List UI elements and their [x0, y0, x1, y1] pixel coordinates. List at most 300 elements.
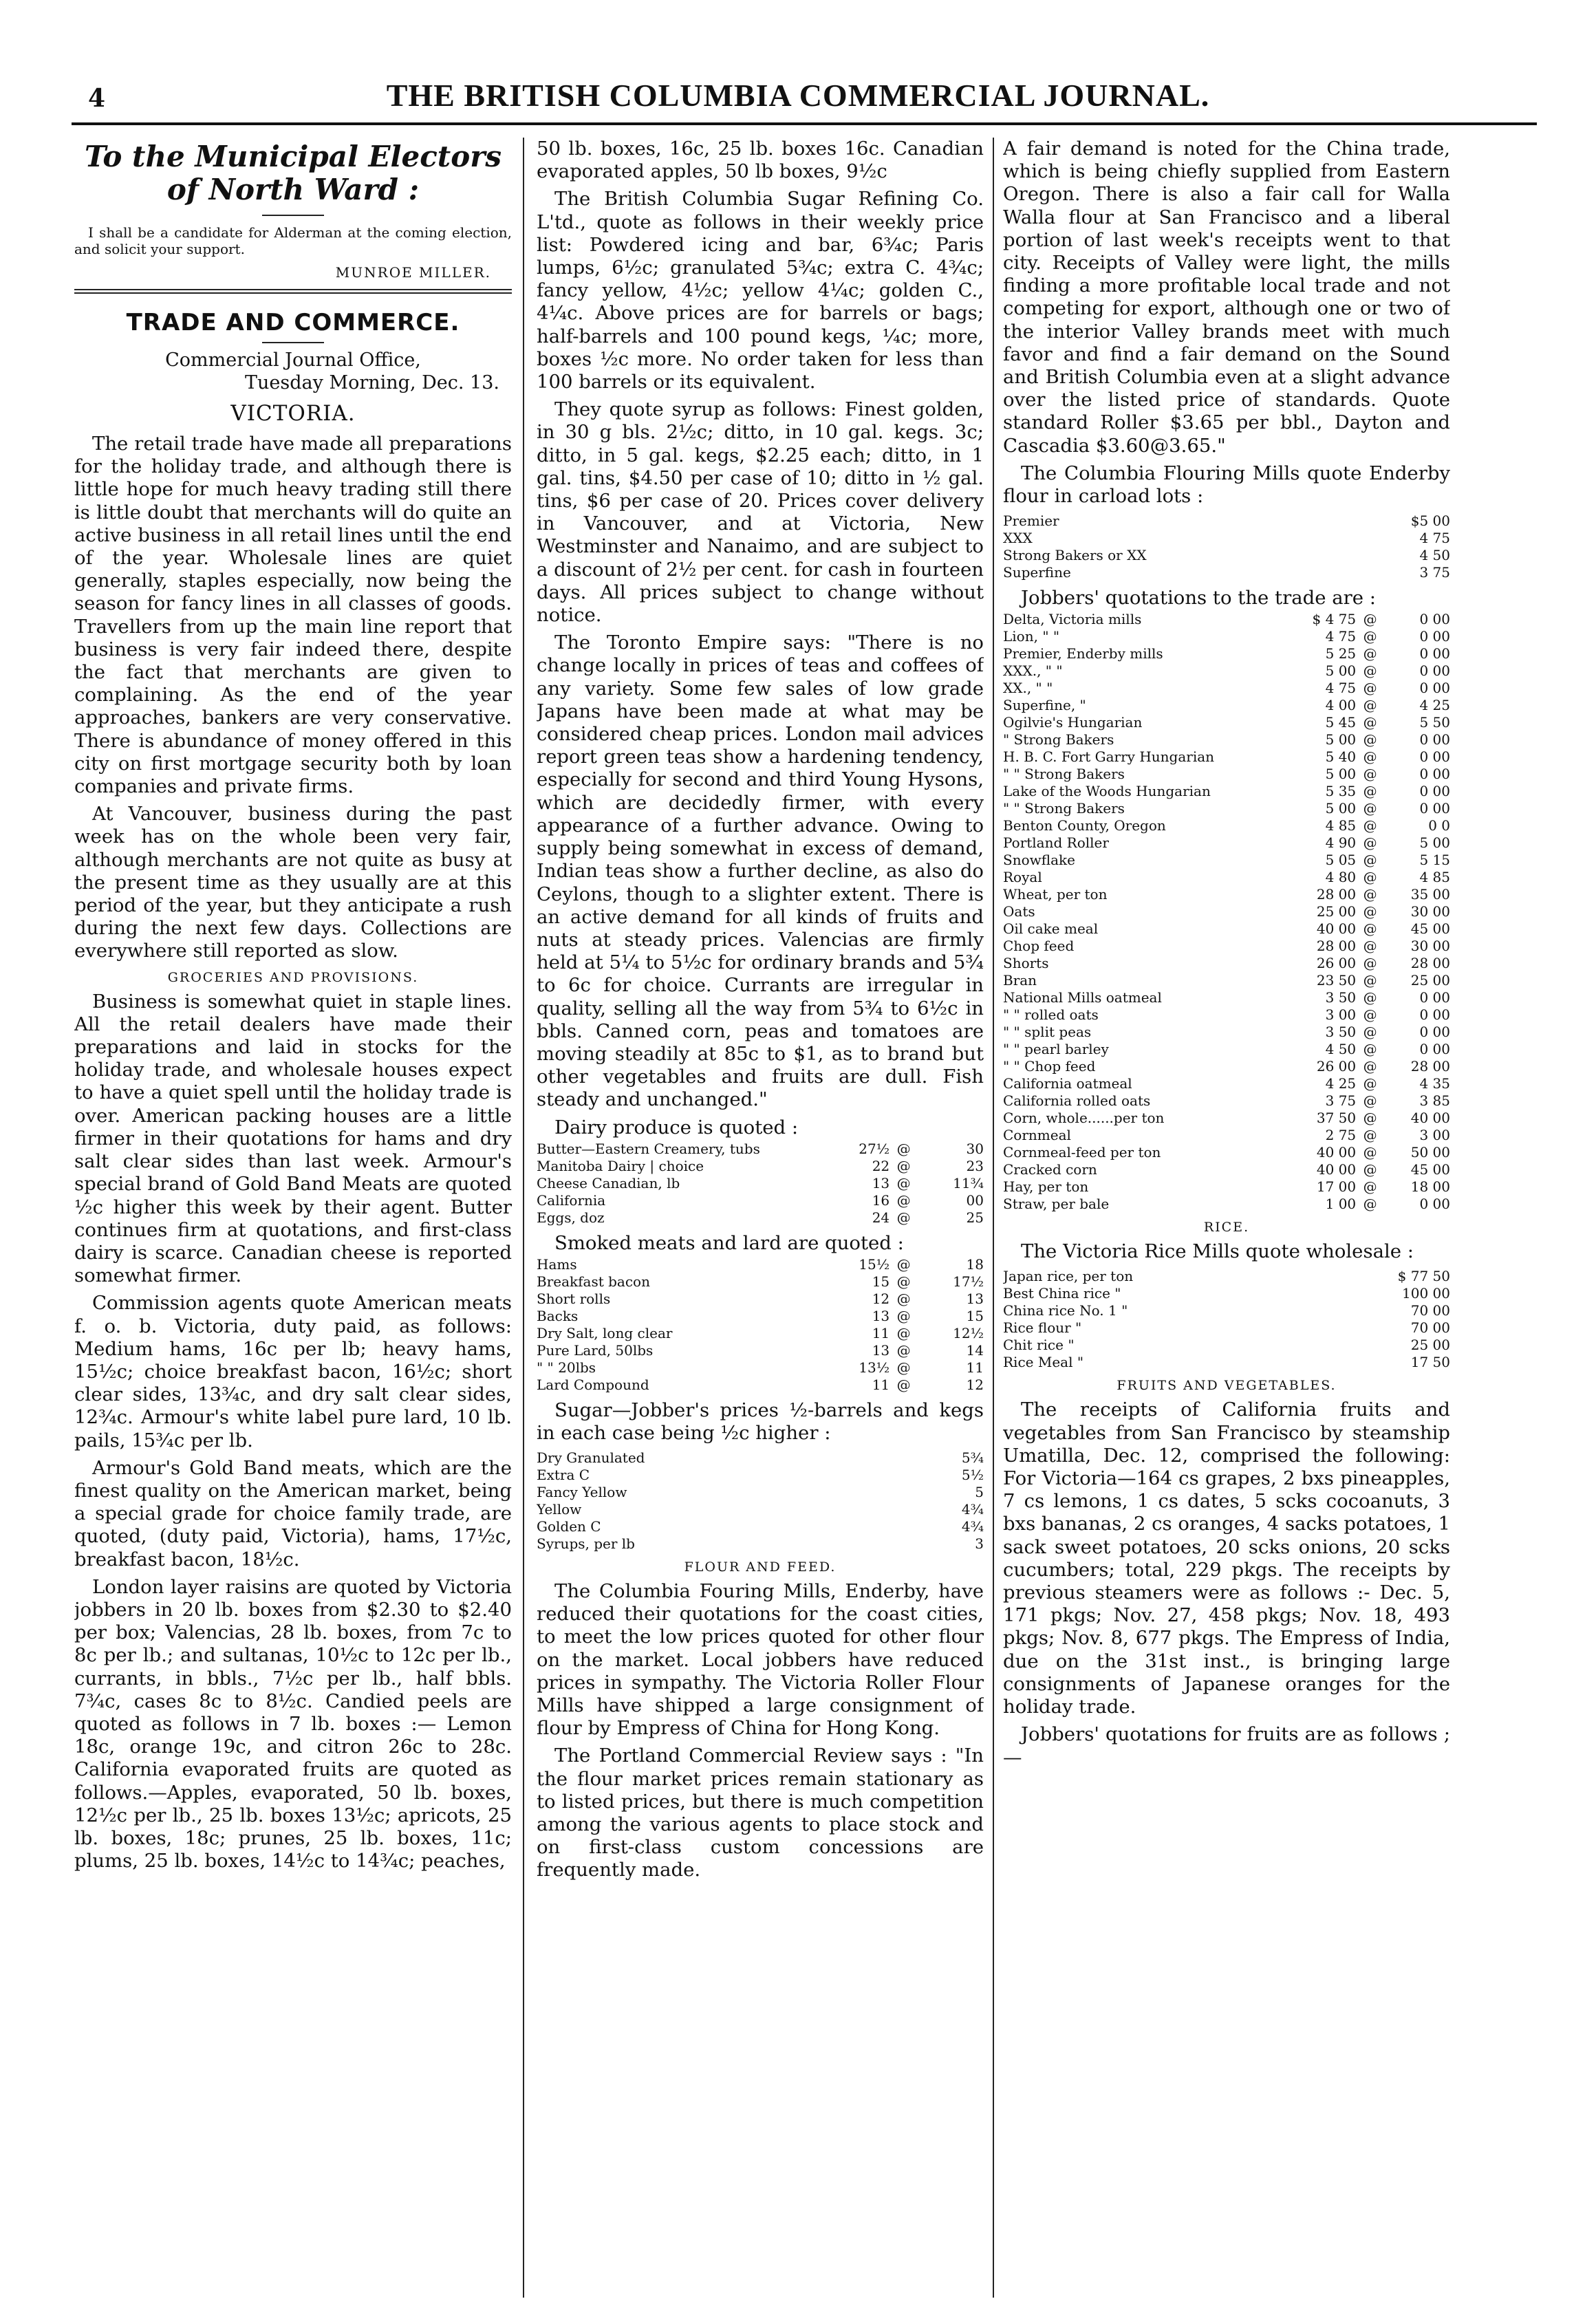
at-sign: @: [896, 1255, 911, 1273]
price-row: [1003, 1075, 1450, 1092]
item-name: Snowflake: [1003, 852, 1075, 869]
price-low: 12: [872, 1290, 890, 1307]
price-row: [537, 1325, 984, 1342]
price-low: 11: [872, 1324, 890, 1341]
price-low: 26 00: [1316, 1058, 1357, 1075]
price-high: 0 00: [1419, 1041, 1450, 1058]
price-high: 30 00: [1410, 903, 1450, 920]
price: 4¾: [961, 1500, 984, 1518]
price-high: 18 00: [1410, 1178, 1450, 1196]
at-sign: @: [1363, 783, 1377, 800]
item-name: " " 20lbs: [537, 1359, 596, 1376]
price-high: 25: [966, 1209, 984, 1226]
price-row: [1003, 645, 1450, 662]
price-row: [1003, 886, 1450, 903]
paragraph: Armour's Gold Band meats, which are the finest quality on the American market, being a special grade for choice family trade, are quoted, (duty paid, Victoria), hams, 17½c, breakfast bacon, 18½c.: [74, 1456, 512, 1570]
page-number: 4: [88, 84, 106, 113]
item-name: Strong Bakers or XX: [1003, 547, 1147, 564]
item-name: Ogilvie's Hungarian: [1003, 714, 1143, 731]
at-sign: @: [1363, 697, 1377, 714]
item-name: California: [537, 1191, 606, 1209]
smoked-lead: Smoked meats and lard are quoted :: [554, 1231, 904, 1254]
price-row: [537, 1342, 984, 1359]
item-name: Premier, Enderby mills: [1003, 645, 1163, 662]
price-low: 5 40: [1325, 748, 1357, 766]
item-name: Cracked corn: [1003, 1161, 1097, 1178]
price-low: 13: [872, 1341, 890, 1359]
price-row: [1003, 1144, 1450, 1161]
item-name: Short rolls: [537, 1290, 611, 1307]
item-name: California rolled oats: [1003, 1092, 1151, 1110]
price-row: [1003, 547, 1450, 564]
journal-title: THE BRITISH COLUMBIA COMMERCIAL JOURNAL.: [386, 78, 1210, 113]
price-low: 24: [872, 1209, 890, 1226]
item-name: Best China rice ": [1003, 1285, 1121, 1302]
price-low: 4 25: [1325, 1075, 1357, 1092]
price-low: 40 00: [1316, 920, 1357, 938]
price: 4 50: [1419, 547, 1450, 564]
price-row: [537, 1308, 984, 1325]
price-row: [537, 1256, 984, 1273]
price-low: 13: [872, 1307, 890, 1324]
price-high: 0 00: [1419, 1024, 1450, 1041]
item-name: Japan rice, per ton: [1003, 1268, 1134, 1285]
item-name: Dry Granulated: [537, 1449, 645, 1466]
column-2: [537, 138, 984, 2298]
price-high: 28 00: [1410, 1058, 1450, 1075]
item-name: " " pearl barley: [1003, 1041, 1109, 1058]
at-sign: @: [1363, 1024, 1377, 1041]
price-row: [1003, 869, 1450, 886]
dateline-date: Tuesday Morning, Dec. 13.: [245, 372, 499, 393]
item-name: Portland Roller: [1003, 834, 1109, 852]
at-sign: @: [1363, 852, 1377, 869]
price-row: [1003, 662, 1450, 680]
price-high: 0 00: [1419, 662, 1450, 680]
price-row: [1003, 1092, 1450, 1110]
price-high: 14: [966, 1341, 984, 1359]
price-row: [1003, 1354, 1450, 1371]
price-low: 4 85: [1325, 817, 1357, 834]
at-sign: @: [1363, 1092, 1377, 1110]
price-row: [1003, 530, 1450, 547]
price: 3: [975, 1535, 984, 1552]
price-row: [537, 1273, 984, 1291]
price-row: [1003, 783, 1450, 800]
price-low: 25 00: [1316, 903, 1357, 920]
price-row: [537, 1158, 984, 1175]
price-high: 0 00: [1419, 766, 1450, 783]
column-divider-1: [523, 138, 524, 2298]
subheading-flour: FLOUR AND FEED.: [684, 1559, 837, 1575]
at-sign: @: [1363, 869, 1377, 886]
price-high: 0 0: [1428, 817, 1450, 834]
price-high: 18: [966, 1255, 984, 1273]
price: 5½: [961, 1466, 984, 1483]
price-low: 4 75: [1325, 628, 1357, 645]
item-name: Corn, whole......per ton: [1003, 1110, 1165, 1127]
dairy-table: [537, 1141, 984, 1227]
at-sign: @: [1363, 748, 1377, 766]
item-name: " " Chop feed: [1003, 1058, 1096, 1075]
price-row: [1003, 955, 1450, 972]
price-low: 4 90: [1325, 834, 1357, 852]
dateline-office: Commercial Journal Office,: [165, 349, 421, 371]
at-sign: @: [896, 1359, 911, 1376]
at-sign: @: [896, 1290, 911, 1307]
at-sign: @: [1363, 662, 1377, 680]
price-row: [1003, 1268, 1450, 1285]
price-high: 45 00: [1410, 920, 1450, 938]
price-high: 35 00: [1410, 886, 1450, 903]
paragraph: The Portland Commercial Review says : "In the flour market prices remain stationary as to listed prices, but there is much competition among the various agents to place stock and on first-class custom concessions are frequently made.: [537, 1745, 984, 1881]
price: 70 00: [1410, 1319, 1450, 1337]
price-row: [1003, 1285, 1450, 1302]
paragraph: The receipts of California fruits and vegetables from San Francisco by steamship Umatilla, Dec. 12, comprised the following: For Victoria—164 cs grapes, 2 bxs pineapples, 7 cs lemons, 1 cs dates, 5 scks cocoanuts, 3 bxs bananas, 2 cs oranges, 4 sacks potatoes, 1 sack sweet potatoes, 20 scks onions, 20 scks cucumbers; total, 229 pkgs. The receipts by previous steamers were as follows :- Dec. 5, 171 pkgs; Nov. 27, 458 pkgs; Nov. 18, 493 pkgs; Nov. 8, 677 pkgs. The Empress of India, due on the 31st inst., is bringing large consignments of Japanese oranges for the holiday trade.: [1003, 1399, 1450, 1718]
column-divider-2: [993, 138, 994, 2298]
price-row: [1003, 1127, 1450, 1144]
price-row: [1003, 972, 1450, 989]
at-sign: @: [896, 1324, 911, 1341]
price-high: 30: [966, 1140, 984, 1157]
item-name: Dry Salt, long clear: [537, 1324, 673, 1341]
price-row: [1003, 1319, 1450, 1337]
item-name: China rice No. 1 ": [1003, 1302, 1128, 1319]
price-low: 4 00: [1325, 697, 1357, 714]
at-sign: @: [1363, 1144, 1377, 1161]
item-name: Lard Compound: [537, 1376, 649, 1393]
subheading-groceries: GROCERIES AND PROVISIONS.: [167, 969, 419, 985]
item-name: Oil cake meal: [1003, 920, 1099, 938]
price-low: 26 00: [1316, 955, 1357, 972]
price-row: [537, 1535, 984, 1553]
price-row: [1003, 1178, 1450, 1196]
item-name: Delta, Victoria mills: [1003, 611, 1142, 628]
price-row: [537, 1377, 984, 1394]
at-sign: @: [1363, 903, 1377, 920]
at-sign: @: [1363, 628, 1377, 645]
price-row: [1003, 731, 1450, 748]
sugar-lead: Sugar—Jobber's prices ½-barrels and kegs in each case being ½c higher :: [537, 1399, 984, 1444]
at-sign: @: [1363, 1196, 1377, 1213]
item-name: Eggs, doz: [537, 1209, 605, 1226]
price-low: 16: [872, 1191, 890, 1209]
at-sign: @: [896, 1307, 911, 1324]
price-low: 3 50: [1325, 989, 1357, 1006]
paragraph: They quote syrup as follows: Finest golden, in 30 g bls. 2½c; ditto, in 10 gal. kegs. 3c; ditto, in 5 gal. kegs, $2.25 each; ditto, in 1 gal. tins, $4.50 per case of 10; ditto in ½ gal. tins, $6 per case of 20. Prices cover delivery in Vancouver, and at Victoria, New Westminster and Nanaimo, and are subject to a discount of 2½ per cent. for cash in fourteen days. All prices subject to change without notice.: [537, 398, 984, 627]
price-row: [1003, 680, 1450, 697]
price-row: [1003, 938, 1450, 955]
price-row: [1003, 989, 1450, 1006]
at-sign: @: [1363, 1075, 1377, 1092]
at-sign: @: [1363, 989, 1377, 1006]
price-row: [1003, 611, 1450, 628]
price: 5¾: [961, 1449, 984, 1466]
item-name: Benton County, Oregon: [1003, 817, 1166, 834]
price: $ 77 50: [1397, 1268, 1450, 1285]
price-high: 0 00: [1419, 645, 1450, 662]
price-row: [1003, 1302, 1450, 1319]
price-row: [537, 1501, 984, 1518]
at-sign: @: [1363, 714, 1377, 731]
price-row: [537, 1467, 984, 1484]
price-low: 5 45: [1325, 714, 1357, 731]
price-low: 40 00: [1316, 1161, 1357, 1178]
paragraph: The Toronto Empire says: "There is no change locally in prices of teas and coffees of any variety. Some few sales of low grade Japans have been made at what may be considered cheap prices. London mail advices report green teas show a hardening tendency, especially for second and third Young Hysons, which are decidedly firmer, with every appearance of a further advance. Owing to supply being somewhat in excess of demand, Indian teas show a further decline, as also do Ceylons, though to a slighter extent. There is an active demand for all kinds of fruits and nuts at steady prices. Valencias are firmly held at 5¼ to 5½c for ordinary brands and 5¾ to 6c for choice. Currants are irregular in quality, selling all the way from 5¾ to 6½c in bbls. Canned corn, peas and tomatoes are moving steadily at 85c to $1, as to brand but other vegetables and fruits are dull. Fish steady and unchanged.": [537, 632, 984, 1111]
item-name: Cheese Canadian, lb: [537, 1174, 680, 1191]
item-name: Cornmeal-feed per ton: [1003, 1144, 1161, 1161]
sugar-table: [537, 1449, 984, 1553]
price-row: [1003, 697, 1450, 714]
price-high: 11: [966, 1359, 984, 1376]
header-rule: [72, 122, 1537, 125]
price-row: [1003, 748, 1450, 766]
item-name: XXX., " ": [1003, 662, 1063, 680]
paragraph: Business is somewhat quiet in staple lines. All the retail dealers have made their preparations and laid in stocks for the holiday trade, and wholesale houses expect to have a quiet spell until the holiday trade is over. American packing houses are a little firmer in their quotations for hams and dry salt clear sides than last week. Armour's special brand of Gold Band Meats are quoted ½c higher this week by their agent. Butter continues firm at quotations, and first-class dairy is scarce. Canadian cheese is reported somewhat firmer.: [74, 990, 512, 1287]
price-high: 0 00: [1419, 783, 1450, 800]
item-name: California oatmeal: [1003, 1075, 1132, 1092]
at-sign: @: [1363, 1127, 1377, 1144]
notice-body: I shall be a candidate for Alderman at the coming election, and solicit your support.: [74, 224, 512, 257]
price-high: 0 00: [1419, 748, 1450, 766]
price-high: 5 50: [1419, 714, 1450, 731]
price-row: [1003, 1337, 1450, 1354]
notice-title: To the Municipal Electors of North Ward :: [84, 140, 502, 206]
price-low: 13½: [859, 1359, 890, 1376]
at-sign: @: [1363, 766, 1377, 783]
price-high: 4 85: [1419, 869, 1450, 886]
price-high: 0 00: [1419, 611, 1450, 628]
paragraph: At Vancouver, business during the past week has on the whole been very fair, although merchants are not quite as busy at the present time as they usually are at this period of the year, but they anticipate a rush during the next few days. Collections are everywhere still reported as slow.: [74, 803, 512, 962]
column-1: [74, 138, 512, 2298]
at-sign: @: [1363, 972, 1377, 989]
price-row: [1003, 714, 1450, 731]
price-low: 5 00: [1325, 662, 1357, 680]
at-sign: @: [1363, 1110, 1377, 1127]
price-high: 3 00: [1419, 1127, 1450, 1144]
price-row: [537, 1518, 984, 1535]
price-low: 1 00: [1325, 1196, 1357, 1213]
item-name: Chit rice ": [1003, 1337, 1075, 1354]
section-rule-2: [74, 292, 512, 294]
section-title: TRADE AND COMMERCE.: [126, 309, 460, 336]
at-sign: @: [1363, 1178, 1377, 1196]
price-high: 30 00: [1410, 938, 1450, 955]
paragraph: The Columbia Fouring Mills, Enderby, have reduced their quotations for the coast cities, to meet the low prices quoted for other flour on the market. Local jobbers have reduced prices in sympathy. The Victoria Roller Flour Mills have shipped a large consignment of flour by Empress of China for Hong Kong.: [537, 1579, 984, 1740]
price-low: 4 75: [1325, 680, 1357, 697]
at-sign: @: [1363, 886, 1377, 903]
price-high: 0 00: [1419, 628, 1450, 645]
item-name: Oats: [1003, 903, 1035, 920]
at-sign: @: [1363, 938, 1377, 955]
price-high: 12½: [953, 1324, 984, 1341]
price-low: 3 75: [1325, 1092, 1357, 1110]
price-high: 25 00: [1410, 972, 1450, 989]
item-name: " " Strong Bakers: [1003, 800, 1125, 817]
price-high: 40 00: [1410, 1110, 1450, 1127]
dairy-lead: Dairy produce is quoted :: [554, 1116, 799, 1138]
item-name: Superfine, ": [1003, 697, 1086, 714]
price-row: [1003, 920, 1450, 938]
price-row: [1003, 817, 1450, 834]
item-name: Yellow: [537, 1500, 582, 1518]
at-sign: @: [1363, 955, 1377, 972]
price-low: 4 50: [1325, 1041, 1357, 1058]
price-row: [1003, 1058, 1450, 1075]
item-name: Syrups, per lb: [537, 1535, 635, 1552]
price-row: [1003, 564, 1450, 581]
price-high: 12: [966, 1376, 984, 1393]
price-high: 13: [966, 1290, 984, 1307]
item-name: Breakfast bacon: [537, 1273, 650, 1290]
notice-rule: [262, 215, 324, 216]
item-name: Fancy Yellow: [537, 1483, 627, 1500]
paragraph: 50 lb. boxes, 16c, 25 lb. boxes 16c. Canadian evaporated apples, 50 lb boxes, 9½c: [537, 138, 984, 183]
at-sign: @: [1363, 611, 1377, 628]
price-row: [1003, 800, 1450, 817]
price-row: [1003, 1041, 1450, 1058]
subheading-rice: RICE.: [1203, 1220, 1250, 1235]
price-low: 15: [872, 1273, 890, 1290]
item-name: Manitoba Dairy | choice: [537, 1157, 704, 1174]
item-name: Royal: [1003, 869, 1042, 886]
smoked-table: [537, 1256, 984, 1394]
price-high: 50 00: [1410, 1144, 1450, 1161]
price-low: $ 4 75: [1312, 611, 1357, 628]
paragraph: The British Columbia Sugar Refining Co. L'td., quote as follows in their weekly price list: Powdered icing and bar, 6¾c; Paris lumps, 6½c; granulated 5¾c; extra C. 4¾c; fancy yellow, 4½c; yellow 4¼c; golden C., 4¼c. Above prices are for barrels or bags; half-barrels and 100 pound kegs, ¼c; more, boxes ½c more. No order taken for less than 100 barrels or its equivalent.: [537, 188, 984, 393]
at-sign: @: [1363, 1058, 1377, 1075]
paragraph: A fair demand is noted for the China trade, which is being chiefly supplied from Eastern Oregon. There is also a fair call for Walla Walla flour at San Francisco and a liberal portion of last week's receipts went to that city. Receipts of Valley were light, the mills finding a more profitable local trade and not competing for export, although one or two of the interior Valley brands meet with much favor and find a fair demand on the Sound and British Columbia even at a slight advance over the listed price of standards. Quote standard Roller $3.65 per bbl., Dayton and Cascadia $3.60@3.65.": [1003, 138, 1450, 457]
price-row: [537, 1449, 984, 1467]
at-sign: @: [896, 1341, 911, 1359]
price-low: 28 00: [1316, 938, 1357, 955]
at-sign: @: [1363, 800, 1377, 817]
enderby-lead: The Columbia Flouring Mills quote Enderby flour in carload lots :: [1003, 462, 1450, 508]
rice-table: [1003, 1268, 1450, 1371]
price-high: 0 00: [1419, 989, 1450, 1006]
price-high: 5 15: [1419, 852, 1450, 869]
item-name: Chop feed: [1003, 938, 1075, 955]
price-high: 0 00: [1419, 1196, 1450, 1213]
price-low: 37 50: [1316, 1110, 1357, 1127]
price-high: 0 00: [1419, 1006, 1450, 1024]
item-name: " " rolled oats: [1003, 1006, 1099, 1024]
price-low: 28 00: [1316, 886, 1357, 903]
price-low: 13: [872, 1174, 890, 1191]
price-row: [537, 1359, 984, 1377]
price-low: 15½: [859, 1255, 890, 1273]
item-name: Lion, " ": [1003, 628, 1060, 645]
at-sign: @: [1363, 1041, 1377, 1058]
item-name: Butter—Eastern Creamery, tubs: [537, 1140, 760, 1157]
price-low: 5 00: [1325, 766, 1357, 783]
price: 5: [975, 1483, 984, 1500]
price-high: 28 00: [1410, 955, 1450, 972]
at-sign: @: [1363, 834, 1377, 852]
price-low: 22: [872, 1157, 890, 1174]
price-low: 11: [872, 1376, 890, 1393]
item-name: Straw, per bale: [1003, 1196, 1110, 1213]
price-low: 5 35: [1325, 783, 1357, 800]
price: 4 75: [1419, 530, 1450, 547]
price-row: [537, 1192, 984, 1209]
item-name: Cornmeal: [1003, 1127, 1071, 1144]
price: 100 00: [1402, 1285, 1450, 1302]
at-sign: @: [1363, 920, 1377, 938]
jobbers-table: [1003, 611, 1450, 1213]
price-row: [1003, 1110, 1450, 1127]
price-row: [1003, 1024, 1450, 1041]
item-name: Lake of the Woods Hungarian: [1003, 783, 1211, 800]
item-name: Golden C: [537, 1518, 601, 1535]
price-high: 0 00: [1419, 731, 1450, 748]
item-name: Superfine: [1003, 564, 1071, 581]
item-name: Wheat, per ton: [1003, 886, 1108, 903]
at-sign: @: [1363, 645, 1377, 662]
item-name: Rice flour ": [1003, 1319, 1082, 1337]
item-name: " Strong Bakers: [1003, 731, 1114, 748]
enderby-table: [1003, 512, 1450, 581]
price-row: [1003, 628, 1450, 645]
at-sign: @: [1363, 1161, 1377, 1178]
price: 70 00: [1410, 1302, 1450, 1319]
price-row: [537, 1141, 984, 1158]
price-high: 5 00: [1419, 834, 1450, 852]
item-name: " " split peas: [1003, 1024, 1092, 1041]
price-low: 5 00: [1325, 800, 1357, 817]
price-row: [1003, 512, 1450, 530]
price-low: 4 80: [1325, 869, 1357, 886]
price-high: 23: [966, 1157, 984, 1174]
at-sign: @: [1363, 1006, 1377, 1024]
price: $5 00: [1410, 512, 1450, 530]
item-name: Shorts: [1003, 955, 1049, 972]
price-row: [537, 1175, 984, 1192]
at-sign: @: [1363, 817, 1377, 834]
price: 25 00: [1410, 1337, 1450, 1354]
price-high: 17½: [953, 1273, 984, 1290]
at-sign: @: [896, 1376, 911, 1393]
price-high: 45 00: [1410, 1161, 1450, 1178]
price-high: 0 00: [1419, 680, 1450, 697]
price-low: 23 50: [1316, 972, 1357, 989]
price-high: 4 35: [1419, 1075, 1450, 1092]
price: 4¾: [961, 1518, 984, 1535]
price-low: 2 75: [1325, 1127, 1357, 1144]
item-name: Premier: [1003, 512, 1059, 530]
section-rule: [74, 289, 512, 290]
price-high: 3 85: [1419, 1092, 1450, 1110]
at-sign: @: [896, 1140, 911, 1157]
price-low: 3 50: [1325, 1024, 1357, 1041]
item-name: Rice Meal ": [1003, 1354, 1084, 1371]
item-name: XX., " ": [1003, 680, 1053, 697]
price-low: 40 00: [1316, 1144, 1357, 1161]
at-sign: @: [896, 1191, 911, 1209]
price-row: [1003, 1161, 1450, 1178]
price-row: [1003, 903, 1450, 920]
at-sign: @: [896, 1174, 911, 1191]
at-sign: @: [1363, 731, 1377, 748]
price-low: 17 00: [1316, 1178, 1357, 1196]
price-row: [1003, 1006, 1450, 1024]
item-name: Backs: [537, 1307, 579, 1324]
item-name: National Mills oatmeal: [1003, 989, 1162, 1006]
price-high: 11¾: [953, 1174, 984, 1191]
price: 17 50: [1410, 1354, 1450, 1371]
paragraph: Jobbers' quotations for fruits are as follows ;—: [1003, 1723, 1450, 1769]
paragraph: Commission agents quote American meats f. o. b. Victoria, duty paid, as follows: Medium hams, 16c per lb; heavy hams, 15½c; choice breakfast bacon, 16½c; short clear sides, 13¾c, and dry salt clear sides, 12¾c. Armour's white label pure lard, 10 lb. pails, 15¾c per lb.: [74, 1292, 512, 1451]
